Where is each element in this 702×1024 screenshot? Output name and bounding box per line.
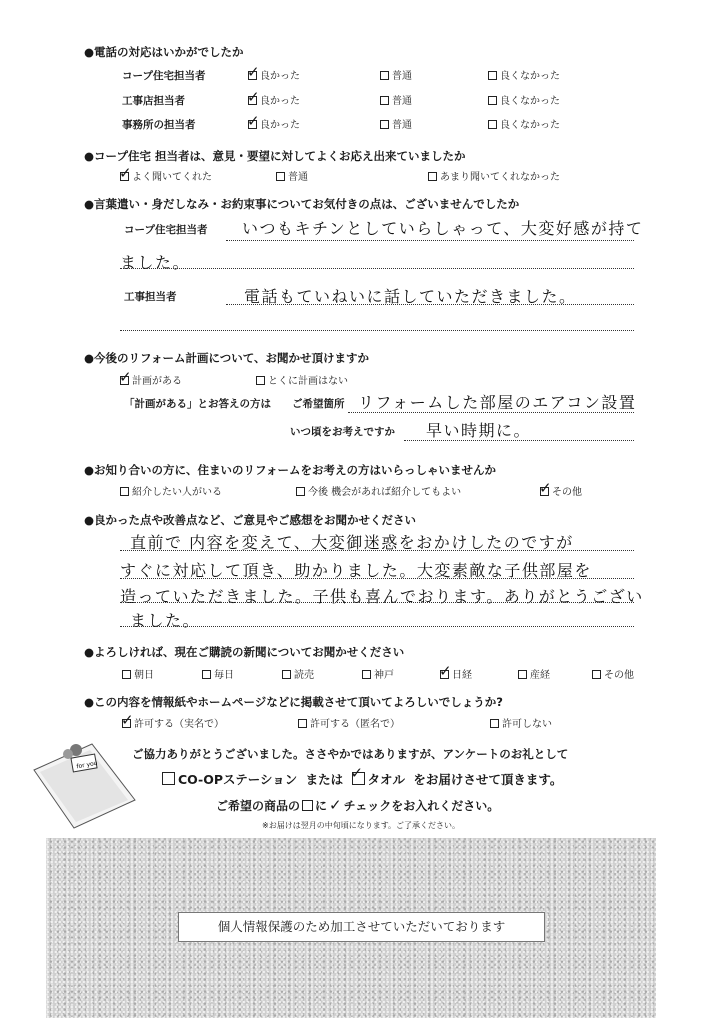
q8-opt-anonymous[interactable]: 許可する（匿名で） xyxy=(298,715,400,730)
checkbox[interactable] xyxy=(296,487,305,496)
q2-opt-good[interactable]: ✓よく聞いてくれた xyxy=(120,168,212,183)
q2-opt-bad[interactable]: あまり聞いてくれなかった xyxy=(428,168,560,183)
checkbox[interactable] xyxy=(120,172,129,181)
checkbox[interactable] xyxy=(248,96,257,105)
q2-opt-normal[interactable]: 普通 xyxy=(276,168,308,183)
checkbox[interactable] xyxy=(380,120,389,129)
q6-answer-2: すぐに対応して頂き、助かりました。大変素敵な子供部屋を xyxy=(120,561,592,580)
q1-row1-normal[interactable]: 普通 xyxy=(380,67,412,82)
checkbox[interactable] xyxy=(380,96,389,105)
q4-opt-noplan[interactable]: とくに計画はない xyxy=(256,372,348,387)
privacy-notice: 個人情報保護のため加工させていただいております xyxy=(178,912,545,942)
q7-title: ●よろしければ、現在ご購読の新聞についてお聞かせください xyxy=(84,645,405,659)
q7-paper-yomiuri[interactable]: 読売 xyxy=(282,666,314,681)
checkbox[interactable] xyxy=(490,719,499,728)
q6-title: ●良かった点や改善点など、ご意見やご感想をお聞かせください xyxy=(84,513,417,527)
checkbox[interactable] xyxy=(540,487,549,496)
checkbox[interactable] xyxy=(120,376,129,385)
thanks-line3: ご希望の商品の に ✓ チェックをお入れください。 xyxy=(216,796,500,814)
q4-place-label: ご希望箇所 xyxy=(292,398,345,410)
thanks-line1: ご協力ありがとうございました。ささやかではありますが、アンケートのお礼として xyxy=(132,747,569,761)
checkbox[interactable] xyxy=(122,670,131,679)
checkbox[interactable] xyxy=(488,71,497,80)
q5-opt3[interactable]: ✓ その他 xyxy=(540,483,582,498)
q1-row1-good[interactable]: ✓ 良かった xyxy=(248,67,300,82)
answer-line xyxy=(120,268,634,269)
q7-paper-mainichi[interactable]: 毎日 xyxy=(202,666,234,681)
answer-line xyxy=(226,240,634,241)
thanks-small-note: ※お届けは翌月の中旬頃になります。ご了承ください。 xyxy=(262,821,461,830)
checkbox[interactable] xyxy=(592,670,601,679)
q1-row3-normal[interactable]: 普通 xyxy=(380,116,412,131)
q3-coop-label: コープ住宅担当者 xyxy=(124,224,208,236)
q7-paper-nikkei[interactable]: ✓ 日経 xyxy=(440,666,472,681)
q5-opt1[interactable]: 紹介したい人がいる xyxy=(120,483,222,498)
checkbox[interactable] xyxy=(440,670,449,679)
checkbox[interactable] xyxy=(202,670,211,679)
q3-coop-answer-2: ました。 xyxy=(120,253,191,272)
q1-row2-label: 工事店担当者 xyxy=(122,95,185,107)
q3-title: ●言葉遣い・身だしなみ・お約束事についてお気付きの点は、ございませんでしたか xyxy=(84,197,520,211)
q1-row1-label: コープ住宅担当者 xyxy=(122,70,206,82)
q1-row2-good[interactable]: ✓ 良かった xyxy=(248,92,300,107)
q1-row3-good[interactable]: ✓ 良かった xyxy=(248,116,300,131)
gift-illustration xyxy=(32,742,137,830)
answer-line xyxy=(120,626,634,627)
q1-row1-bad[interactable]: 良くなかった xyxy=(488,67,560,82)
answer-line xyxy=(226,304,634,305)
q1-row3-label: 事務所の担当者 xyxy=(122,119,196,131)
q3-koji-answer-1: 電話もていねいに話していただきました。 xyxy=(244,287,577,306)
q5-title: ●お知り合いの方に、住まいのリフォームをお考えの方はいらっしゃいませんか xyxy=(84,463,496,477)
q3-koji-label: 工事担当者 xyxy=(124,291,177,303)
checkbox[interactable] xyxy=(120,487,129,496)
q4-when-label: いつ頃をお考えですか xyxy=(290,426,395,438)
checkbox[interactable] xyxy=(256,376,265,385)
answer-line xyxy=(120,602,634,603)
sample-checkbox xyxy=(302,800,313,811)
q1-row2-normal[interactable]: 普通 xyxy=(380,92,412,107)
q4-note: 「計画がある」とお答えの方は xyxy=(124,398,271,410)
checkbox[interactable] xyxy=(488,96,497,105)
answer-line xyxy=(404,440,634,441)
q4-opt-plan[interactable]: ✓計画がある xyxy=(120,372,182,387)
q7-paper-asahi[interactable]: 朝日 xyxy=(122,666,154,681)
q3-coop-answer-1: いつもキチンとしていらしゃって、大変好感が持て xyxy=(242,219,644,238)
q1-row3-bad[interactable]: 良くなかった xyxy=(488,116,560,131)
towel-checkbox[interactable] xyxy=(352,772,365,785)
thanks-line2: CO-OPステーション または ✓ タオル をお届けさせて頂きます。 xyxy=(162,770,562,788)
answer-line xyxy=(348,412,634,413)
q4-when-answer: 早い時期に。 xyxy=(426,421,532,440)
coop-station-checkbox[interactable] xyxy=(162,772,175,785)
q2-title: ●コープ住宅 担当者は、意見・要望に対してよくお応え出来ていましたか xyxy=(84,149,466,163)
answer-line xyxy=(120,578,634,579)
q5-opt2[interactable]: 今後 機会があれば紹介してもよい xyxy=(296,483,461,498)
checkbox[interactable] xyxy=(248,71,257,80)
q6-answer-1: 直前で 内容を変えて、大変御迷惑をおかけしたのですが xyxy=(130,533,574,552)
q1-row2-bad[interactable]: 良くなかった xyxy=(488,92,560,107)
q8-opt-deny[interactable]: 許可しない xyxy=(490,715,552,730)
checkbox[interactable] xyxy=(362,670,371,679)
checkbox[interactable] xyxy=(380,71,389,80)
q4-title: ●今後のリフォーム計画について、お聞かせ頂けますか xyxy=(84,351,369,365)
checkbox[interactable] xyxy=(428,172,437,181)
answer-line xyxy=(120,330,634,331)
checkbox[interactable] xyxy=(248,120,257,129)
q8-title: ●この内容を情報紙やホームページなどに掲載させて頂いてよろしいでしょうか? xyxy=(84,695,503,709)
check-mark-icon: ✓ xyxy=(329,796,342,814)
q6-answer-4: ました。 xyxy=(130,611,201,630)
q7-paper-other[interactable]: その他 xyxy=(592,666,634,681)
gift-tag-text: for you xyxy=(75,759,99,771)
checkbox[interactable] xyxy=(488,120,497,129)
q4-place-answer: リフォームした部屋のエアコン設置 xyxy=(358,393,637,412)
q6-answer-3: 造っていただきました。子供も喜んでおります。ありがとうござい xyxy=(120,587,644,606)
checkbox[interactable] xyxy=(122,719,131,728)
checkbox[interactable] xyxy=(282,670,291,679)
checkbox[interactable] xyxy=(298,719,307,728)
q7-paper-sankei[interactable]: 産経 xyxy=(518,666,550,681)
q7-paper-kobe[interactable]: 神戸 xyxy=(362,666,394,681)
q1-title: ●電話の対応はいかがでしたか xyxy=(84,45,244,59)
checkbox[interactable] xyxy=(276,172,285,181)
checkbox[interactable] xyxy=(518,670,527,679)
q8-opt-realname[interactable]: ✓許可する（実名で） xyxy=(122,715,224,730)
answer-line xyxy=(120,550,634,551)
